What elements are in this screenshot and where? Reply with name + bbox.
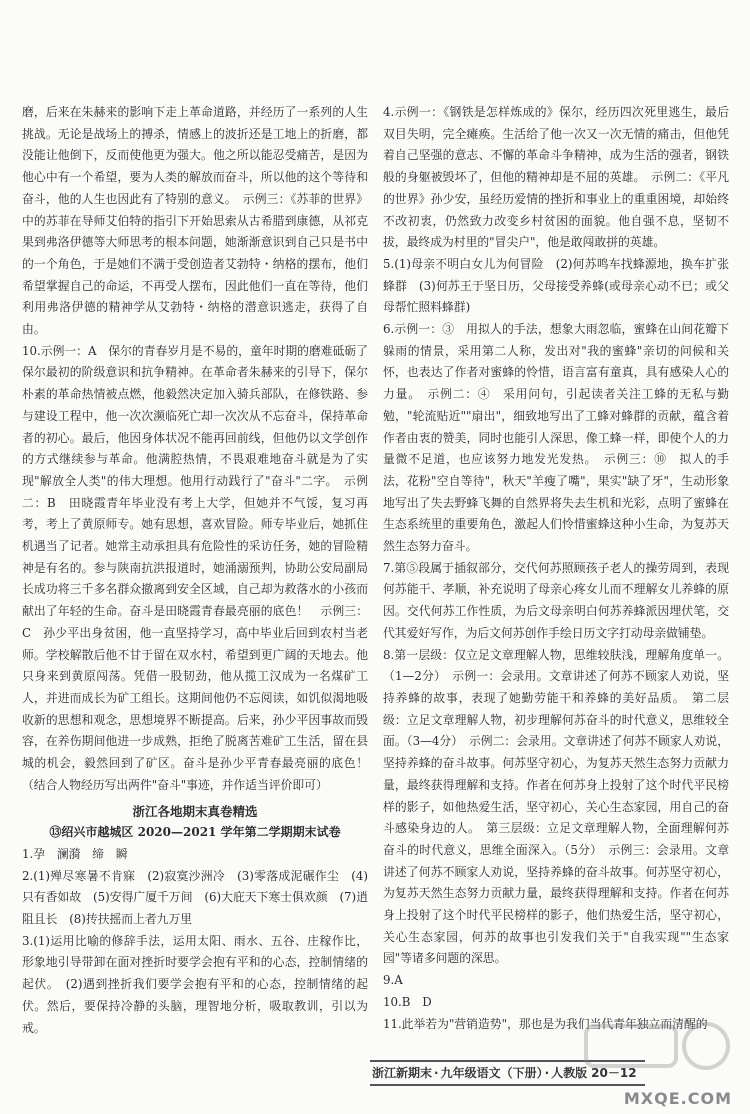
- footer-edition: 人教版: [551, 1066, 588, 1080]
- answer-paragraph: 9.A: [383, 973, 403, 988]
- answer-paragraph: 11.此举若为"营销造势"，那也是为我们当代青年独立而清醒的: [383, 1016, 708, 1031]
- answer-paragraph: 5.(1)母亲不明白女儿为何冒险 (2)何苏鸣车找蜂源地，换车扩张蜂群 (3)何苏王于坚日历，父母接受养蜂(或母亲心动不已；或父母帮忙照料蜂群): [383, 256, 729, 315]
- answer-paragraph: 6.示例一：③ 用拟人的手法，想象大雨忽临，蜜蜂在山间花瓣下躲雨的情景，采用第二人称，发出对"我的蜜蜂"亲切的问候和关怀，也表达了作者对蜜蜂的怜惜，语言富有童真，具有感染人心的力量。 示例二：④ 采用问句，引起读者关注工蜂的无私与勤勉，"轮流贴近""扇出"，细致地写出了工蜂对蜂群的贡献，蕴含着作者由衷的赞美，同时也能引人深思，像工蜂一样，即使个人的力量微不足道，也应该努力地发光发热。 示例三：⑩ 拟人的手法，花粉"空自等待"，秋天"羊瘦了嘴"，果实"缺了牙"，生动形象地写出了失去野蜂飞舞的自然界将失去生机和光彩，点明了蜜蜂在生态系统里的重要角色，激起人们怜惜蜜蜂这种小生命，为复苏天然生态努力奋斗。: [383, 322, 729, 554]
- footer-book: 九年级语文（下册）: [440, 1066, 543, 1080]
- section-subtitle: ⑬绍兴市越城区 2020—2021 学年第二学期期末试卷: [49, 825, 341, 840]
- watermark-text: MXQE.COM: [623, 1089, 732, 1108]
- answer-paragraph: 3.(1)运用比喻的修辞手法，运用太阳、雨水、五谷、庄稼作比，形象地引导带卸在面对挫折时要学会抱有平和的心态，控制情绪的起伏。 (2)遇到挫折我们要学会抱有平和的心态，控制情绪的起伏。然后，要保持冷静的头脑，理智地分析，吸取教训，引以为戒。: [22, 933, 368, 1035]
- left-column: [22, 102, 368, 1039]
- answer-paragraph: 10.示例一：A 保尔的青春岁月是不易的，童年时期的磨难砥砺了保尔最初的阶级意识和抗争精神。在革命者朱赫来的引导下，保尔朴素的革命热情被点燃，他毅然决定加入骑兵部队，在修铁路、参与建设工程中，他一次次濒临死亡却一次次从不忘奋斗，保持革命者的初心。最后，他因身体状况不能再回前线，但他仍以文学创作的方式继续参与革命。他满腔热情，不畏艰难地奋斗就是为了实现"解放全人类"的伟大理想。他用行动践行了"奋斗"二字。 示例二：B 田晓霞青年毕业没有考上大学，但她并不气馁，复习再考，考上了黄原师专。她有思想，喜欢冒险。师专毕业后，她抓住机遇当了记者。她常主动承担具有危险性的采访任务，她的冒险精神是有名的。参与陕南抗洪报道时，她涌溺预判，协助公安局副局长成功将三千多名群众撤离到安全区域，自己却为救落水的小孩而献出了年轻的生命。奋斗是田晓霞青春最亮丽的底色！ 示例三：C 孙少平出身贫困，他一直坚持学习，高中毕业后回到农村当老师。学校解散后他不甘于留在双水村，希望到更广阔的天地去。他只身来到黄原闯荡。凭借一股韧劲，他从揽工汉成为一名煤矿工人，并进而成长为矿工组长。这期间他仍不忘阅读，如饥似渴地吸收新的思想和观念，思想境界不断提高。后来，孙少平因事故而毁容，在养伤期间他进一步成熟，拒绝了脱离苦难矿工生活，留在县城的机会，毅然回到了矿区。奋斗是孙少平青春最亮丽的底色！（结合人物经历写出两件"奋斗"事迹，并作适当评价即可）: [22, 343, 368, 792]
- page-number: 20－12: [591, 1066, 637, 1080]
- answer-paragraph: 磨，后来在朱赫来的影响下走上革命道路，并经历了一系列的人生挑战。无论是战场上的搏杀，情感上的波折还是工地上的折磨，都没能让他倒下，反而使他更为强大。他之所以能忍受痛苦，是因为他心中有一个希望，要为人类的解放而奋斗，所以他的这个等待和奋斗，他的人生也因此有了特别的意义。 示例三：《苏菲的世界》中的苏菲在导师艾伯特的指引下开始思索从古希腊到康德，从祁克果到弗洛伊德等大师思考的根本问题，她渐渐意识到自己只是书中的一个角色，于是她们不满于受创造者艾勃特・纳格的摆布，他们希望掌握自己的命运，不再受人摆布，因此他们一直在等待，他们利用弗洛伊德的精神学从艾勃特・纳格的潜意识逃走，获得了自由。: [22, 105, 368, 337]
- watermark-logo-icon: [566, 1014, 736, 1094]
- answer-paragraph: 1.孕 澜漪 缔 瞬: [22, 846, 128, 861]
- answer-paragraph: 7.第⑤段属于插叙部分，交代何苏照顾孩子老人的操劳周到，表现何苏能干、孝顺，补充说明了母亲心疼女儿而不理解女儿养蜂的原因。交代何苏工作性质，为后文母亲明白何苏养蜂派因埋伏笔，交代其爱好写作，为后文何苏创作手绘日历文字打动母亲做铺垫。: [383, 560, 729, 640]
- section-title: 浙江各地期末真卷精选: [132, 803, 258, 819]
- answer-paragraph: 2.(1)殚尽寒暑不肯寐 (2)寂寞沙洲冷 (3)零落成泥碾作尘 (4)只有香如故 (5)安得广厦千万间 (6)大庇天下寒士俱欢颜 (7)逍阻且长 (8)抟扶摇而上者九万里: [22, 868, 368, 927]
- footer-series: 浙江新期末: [372, 1066, 433, 1080]
- answer-paragraph: 8.第一层级：仅立足文章理解人物，思维较肤浅，理解角度单一。（1—2分） 示例一：会录用。文章讲述了何苏不顾家人劝说，坚持养蜂的故事，表现了她勤劳能干和养蜂的美好品质。 第二层级：立足文章理解人物，初步理解何苏奋斗的时代意义，思维较全面。（3—4分） 示例二：会录用。文章讲述了何苏不顾家人劝说，坚持养蜂的奋斗故事。何苏坚守初心，为复苏天然生态努力贡献力量，最终获得理解和支持。作者在何苏身上投射了这个时代平民榜样的影子，如他热爱生活，坚守初心，关心生态家园，用自己的奋斗感染身边的人。 第三层级：立足文章理解人物，全面理解何苏奋斗的时代意义，思维全面深入。（5分） 示例三：会录用。文章讲述了何苏不顾家人劝说，坚持养蜂的奋斗故事。何苏坚守初心，为复苏天然生态努力贡献力量，最终获得理解和支持。作者在何苏身上投射了这个时代平民榜样的影子，他们热爱生活，坚守初心，关心生态家园，何苏的故事也引发我们关于"自我实现""生态家园"等诸多问题的深思。: [383, 647, 729, 966]
- right-column: [383, 102, 729, 1035]
- footer-bar: 浙江新期末 · 九年级语文（下册） · 人教版 20－12: [370, 1060, 645, 1086]
- answer-paragraph: 10.B D: [383, 994, 432, 1009]
- answer-paragraph: 4.示例一：《钢铁是怎样炼成的》保尔，经历四次死里逃生，最后双目失明，完全瘫痪。生活给了他一次又一次无情的痛击，但他凭着自己坚强的意志、不懈的革命斗争精神，成为生活的强者，钢铁般的身躯被毁坏了，但他的精神却是不屈的英雄。 示例二：《平凡的世界》孙少安，虽经历爱情的挫折和事业上的重重困境，却始终不改初衷，仍然致力改变乡村贫困的面貌。他自强不息，坚韧不拔，最终成为村里的"冒尖户"，他是敢闯敢拼的英雄。: [383, 105, 729, 250]
